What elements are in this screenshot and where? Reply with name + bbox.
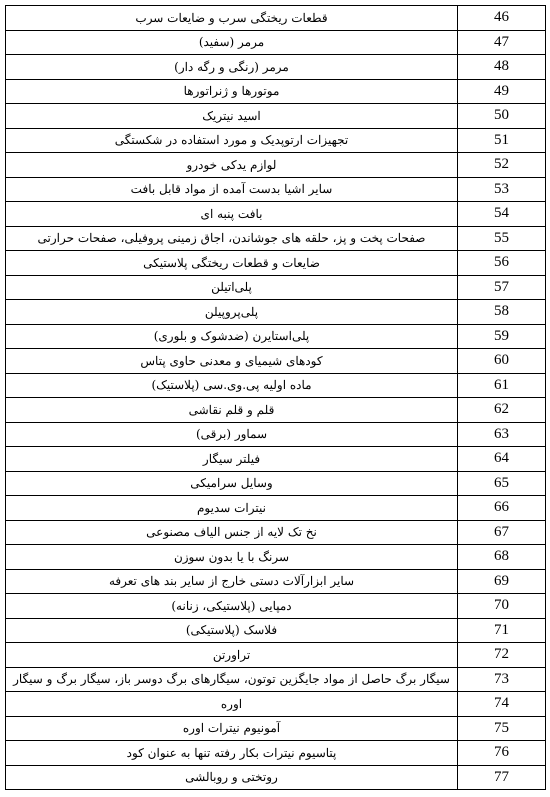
table-row (6, 79, 546, 104)
item-description-cell: پلی‌اتیلن (6, 275, 458, 300)
table-row (6, 177, 546, 202)
row-number-cell: 64 (458, 447, 546, 472)
item-description-cell: پلی‌استایرن (ضدشوک و بلوری) (6, 324, 458, 349)
item-description-cell: فیلتر سیگار (6, 447, 458, 472)
row-number-cell: 70 (458, 594, 546, 619)
row-number-cell: 68 (458, 545, 546, 570)
table-row (6, 300, 546, 325)
table-row (6, 569, 546, 594)
table-row (6, 153, 546, 178)
table-row (6, 545, 546, 570)
item-description-cell: سیگار برگ حاصل از مواد جایگزین توتون، سیگارهای برگ دوسر باز، سیگار برگ و سیگار (6, 667, 458, 692)
item-description-cell: قلم و قلم نقاشی (6, 398, 458, 423)
table-row (6, 398, 546, 423)
item-description-cell: سماور (برقی) (6, 422, 458, 447)
item-description-cell: نیترات سدیوم (6, 496, 458, 521)
item-description-cell: تراورتن (6, 643, 458, 668)
item-description-cell: ماده اولیه پی.وی.سی (پلاستیک) (6, 373, 458, 398)
row-number-cell: 55 (458, 226, 546, 251)
row-number-cell: 65 (458, 471, 546, 496)
row-number-cell: 48 (458, 55, 546, 80)
row-number-cell: 58 (458, 300, 546, 325)
table-row (6, 226, 546, 251)
row-number-cell: 52 (458, 153, 546, 178)
row-number-cell: 51 (458, 128, 546, 153)
table-row (6, 55, 546, 80)
row-number-cell: 62 (458, 398, 546, 423)
item-description-cell: سایر اشیا بدست آمده از مواد قابل بافت (6, 177, 458, 202)
row-number-cell: 59 (458, 324, 546, 349)
table-row (6, 251, 546, 276)
row-number-cell: 61 (458, 373, 546, 398)
item-description-cell: مرمر (سفید) (6, 30, 458, 55)
row-number-cell: 60 (458, 349, 546, 374)
table-row (6, 447, 546, 472)
table-row (6, 30, 546, 55)
item-description-cell: اوره (6, 692, 458, 717)
item-description-cell: سرنگ با یا بدون سوزن (6, 545, 458, 570)
table-row (6, 716, 546, 741)
item-description-cell: وسایل سرامیکی (6, 471, 458, 496)
item-description-cell: آمونیوم نیترات اوره (6, 716, 458, 741)
item-description-cell: فلاسک (پلاستیکی) (6, 618, 458, 643)
item-description-cell: تجهیزات ارتوپدیک و مورد استفاده در شکستگی (6, 128, 458, 153)
row-number-cell: 72 (458, 643, 546, 668)
table-row (6, 667, 546, 692)
row-number-cell: 76 (458, 741, 546, 766)
item-description-cell: قطعات ریختگی سرب و ضایعات سرب (6, 6, 458, 31)
row-number-cell: 47 (458, 30, 546, 55)
row-number-cell: 57 (458, 275, 546, 300)
item-description-cell: بافت پنبه ای (6, 202, 458, 227)
table-row (6, 594, 546, 619)
row-number-cell: 46 (458, 6, 546, 31)
row-number-cell: 71 (458, 618, 546, 643)
row-number-cell: 63 (458, 422, 546, 447)
table-row (6, 765, 546, 790)
table-row (6, 324, 546, 349)
item-description-cell: لوازم یدکی خودرو (6, 153, 458, 178)
table-row (6, 422, 546, 447)
row-number-cell: 67 (458, 520, 546, 545)
row-number-cell: 56 (458, 251, 546, 276)
table-row (6, 104, 546, 129)
table-row (6, 520, 546, 545)
table-row (6, 692, 546, 717)
row-number-cell: 69 (458, 569, 546, 594)
table-row (6, 741, 546, 766)
table-row (6, 643, 546, 668)
row-number-cell: 75 (458, 716, 546, 741)
row-number-cell: 49 (458, 79, 546, 104)
table-row (6, 202, 546, 227)
row-number-cell: 53 (458, 177, 546, 202)
row-number-cell: 74 (458, 692, 546, 717)
table-row (6, 349, 546, 374)
item-description-cell: پتاسیوم نیترات بکار رفته تنها به عنوان کود (6, 741, 458, 766)
row-number-cell: 54 (458, 202, 546, 227)
table-row (6, 496, 546, 521)
table-row (6, 471, 546, 496)
table-row (6, 373, 546, 398)
row-number-cell: 73 (458, 667, 546, 692)
items-table-body (6, 6, 546, 790)
row-number-cell: 66 (458, 496, 546, 521)
item-description-cell: موتورها و ژنراتورها (6, 79, 458, 104)
item-description-cell: مرمر (رنگی و رگه دار) (6, 55, 458, 80)
item-description-cell: کودهای شیمیای و معدنی حاوی پتاس (6, 349, 458, 374)
items-table (5, 5, 546, 790)
item-description-cell: صفحات پخت و پز، حلقه های جوشاندن، اجاق زمینی پروفیلی، صفحات حرارتی (6, 226, 458, 251)
row-number-cell: 50 (458, 104, 546, 129)
row-number-cell: 77 (458, 765, 546, 790)
item-description-cell: نخ تک لایه از جنس الیاف مصنوعی (6, 520, 458, 545)
item-description-cell: دمپایی (پلاستیکی، زنانه) (6, 594, 458, 619)
item-description-cell: سایر ابزارآلات دستی خارج از سایر بند های تعرفه (6, 569, 458, 594)
table-row (6, 128, 546, 153)
item-description-cell: پلی‌پروپیلن (6, 300, 458, 325)
table-row (6, 6, 546, 31)
document-page (5, 5, 543, 790)
table-row (6, 275, 546, 300)
item-description-cell: اسید نیتریک (6, 104, 458, 129)
item-description-cell: ضایعات و قطعات ریختگی پلاستیکی (6, 251, 458, 276)
table-row (6, 618, 546, 643)
item-description-cell: روتختی و روبالشی (6, 765, 458, 790)
